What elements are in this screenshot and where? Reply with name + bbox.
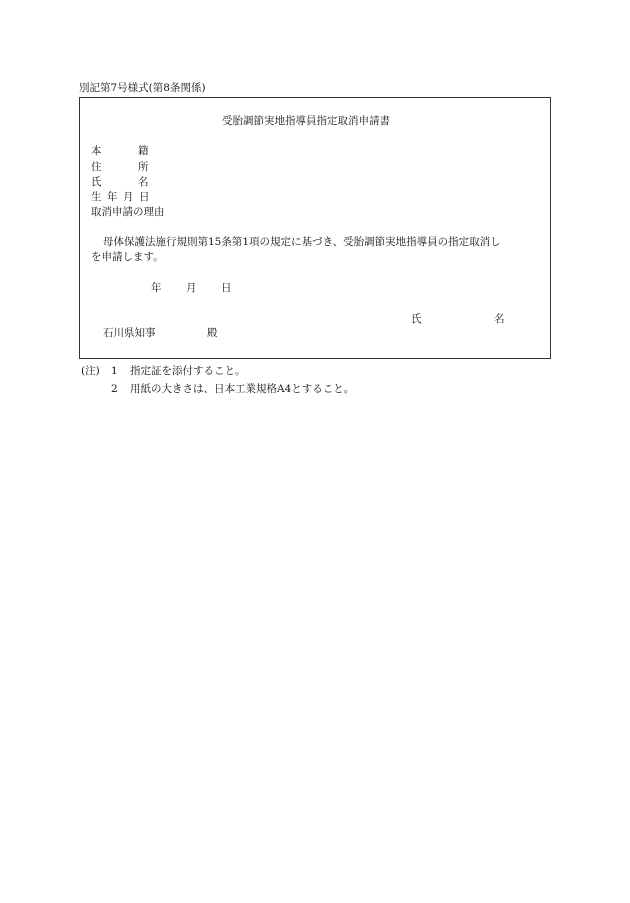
field-jusho-char2: 所 [138, 161, 149, 173]
date-year-label: 年 [151, 282, 162, 294]
form-title: 受胎調節実地指導員指定取消申請書 [222, 115, 390, 127]
field-shimei-char2: 名 [138, 176, 149, 188]
note-1-number: 1 [111, 365, 118, 377]
field-birthdate-char3: 月 [123, 191, 134, 203]
signature-shi: 氏 [411, 313, 422, 325]
body-text-line1: 母体保護法施行規則第15条第1項の規定に基づき、受胎調節実地指導員の指定取消し [103, 236, 501, 248]
addressee-name: 石川県知事 [103, 327, 156, 339]
signature-mei: 名 [494, 313, 505, 325]
addressee-honorific: 殿 [207, 327, 218, 339]
field-reason-label: 取消申請の理由 [91, 206, 165, 218]
notes-label: (注) [81, 365, 100, 377]
date-day-label: 日 [221, 282, 232, 294]
body-text-line2: を申請します。 [91, 251, 164, 263]
note-1-text: 指定証を添付すること。 [130, 365, 246, 377]
field-birthdate-char1: 生 [91, 191, 102, 203]
note-2-text: 用紙の大きさは、日本工業規格A4とすること。 [130, 383, 355, 395]
field-honseki-char1: 本 [91, 145, 102, 157]
field-birthdate-char2: 年 [107, 191, 118, 203]
note-2-number: 2 [111, 383, 118, 395]
field-shimei-char1: 氏 [91, 176, 102, 188]
field-birthdate-char4: 日 [139, 191, 150, 203]
date-month-label: 月 [186, 282, 197, 294]
form-frame [79, 97, 551, 359]
field-honseki-char2: 籍 [138, 145, 149, 157]
field-jusho-char1: 住 [91, 161, 102, 173]
form-number-label: 別記第7号様式(第8条関係) [79, 82, 206, 94]
